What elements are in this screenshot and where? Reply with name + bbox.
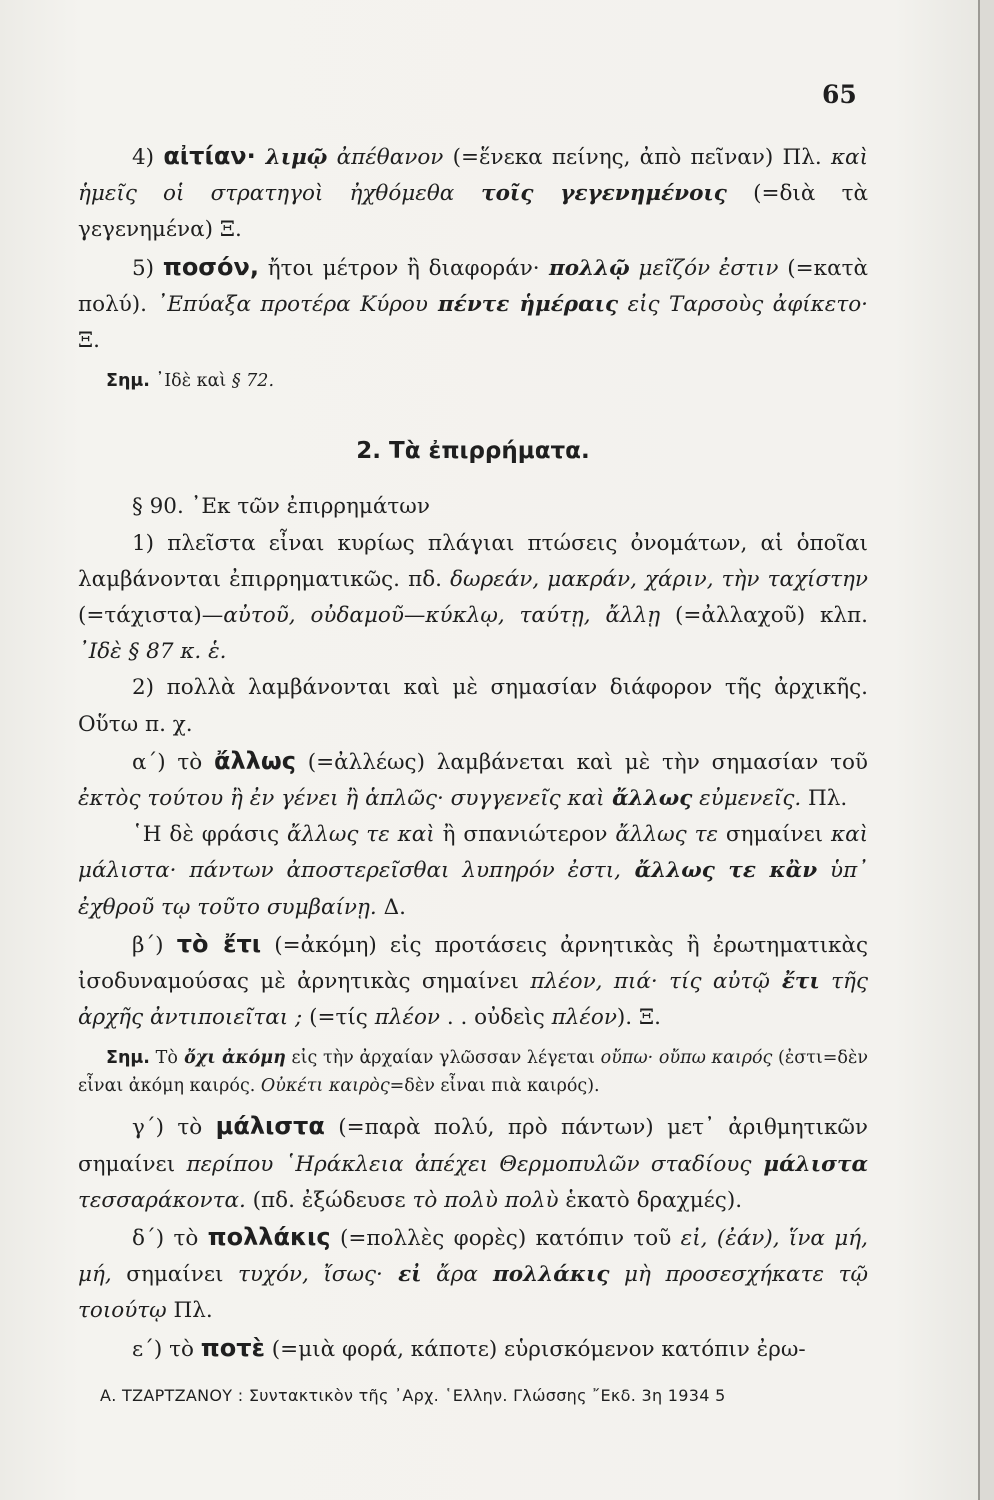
ref: ᾿Ιδὲ § 87 κ. ἑ.: [78, 639, 227, 665]
paragraph-gamma: [78, 1108, 868, 1219]
example-bold: τοῖς γεγενημένοις: [454, 181, 727, 207]
paragraph-5-quantity: [78, 249, 868, 360]
example: ᾿Επύαξα προτέρα Κύρου: [156, 291, 428, 317]
page-edge-shadow: [980, 0, 994, 1500]
note-text: (ἐστι=δὲν εἶναι ἀκόμη καιρός.: [78, 1048, 868, 1097]
page-footer: Α. ΤΖΑΡΤΖΑΝΟΥ : Συντακτικὸν τῆς ᾿Αρχ. ῾Ελλην. Γλώσσης ῎Εκδ. 3η 1934 5: [100, 1386, 726, 1405]
section-heading: 2. Τὰ ἐπιρρήματα.: [356, 438, 590, 465]
note-example: Οὐκέτι καιρὸς: [255, 1076, 390, 1097]
gloss: ἑκατὸ δραχμές).: [558, 1187, 743, 1213]
item-number: α΄) τὸ: [132, 749, 214, 775]
note-text: =δὲν εἶναι πιὰ καιρός).: [389, 1076, 600, 1097]
example: πλέον,: [519, 969, 603, 995]
example-bold: ἔτι: [769, 969, 820, 995]
note-1: [78, 367, 868, 395]
note-label: Σημ.: [106, 1048, 150, 1069]
example: ἄρα: [421, 1262, 478, 1288]
item-number: 5): [132, 255, 163, 281]
example-bold: λιμῷ: [255, 145, 328, 170]
term: μάλιστα: [215, 1112, 325, 1141]
example: πιά·: [602, 969, 658, 995]
example: τῆς ἀρχῆς ἀντιποιεῖται ;: [78, 969, 868, 1031]
body: 2) πολλὰ λαμβάνονται καὶ μὲ σημασίαν διάφορον τῆς ἀρχικῆς. Οὕτω π. χ.: [78, 675, 868, 737]
term: τὸ ἔτι: [176, 929, 262, 958]
example: πλέον: [367, 1005, 441, 1031]
body: ῾Η δὲ φράσις: [132, 822, 280, 848]
example-bold: πολλῷ: [539, 255, 630, 281]
example-bold: πολλάκις: [477, 1262, 610, 1288]
example-bold: ἄλλως τε κἂν: [621, 858, 818, 884]
gloss: (=ἕνεκα πείνης, ἀπὸ πεῖναν) Πλ.: [443, 145, 822, 170]
note-bold: ὄχι ἀκόμη: [177, 1048, 286, 1069]
body: (=ἀκόμη) εἰς προτάσεις ἀρνητικὰς ἢ ἐρωτηματικὰς ἰσοδυναμούσας μὲ ἀρνητικὰς σημαίνει: [78, 932, 869, 995]
example: τίς αὐτῷ: [657, 969, 770, 995]
body: ἢ σπανιώτερον: [434, 822, 608, 848]
example: κύκλῳ, ταύτῃ, ἄλλῃ: [425, 603, 661, 629]
body: σημαίνει: [111, 1262, 224, 1288]
gloss: ἤτοι μέτρον ἢ διαφοράν·: [258, 255, 540, 281]
example: πλέον: [544, 1005, 617, 1031]
body: 1) πλεῖστα εἶναι κυρίως πλάγιαι πτώσεις ὀνομάτων, αἱ ὁποῖαι λαμβάνονται ἐπιρρηματικῶς. πδ.: [78, 530, 868, 592]
example: περίπου ῾Ηράκλεια ἀπέχει Θερμοπυλῶν σταδίους: [175, 1151, 752, 1177]
example: τεσσαράκοντα.: [78, 1187, 246, 1213]
example: ὑπ᾿ ἐχθροῦ τῳ τοῦτο συμβαίνῃ.: [78, 858, 869, 920]
body: (=ἀλλέως) λαμβάνεται καὶ μὲ τὴν σημασίαν τοῦ: [295, 749, 868, 775]
item-number: 4): [132, 145, 164, 170]
term: ἄλλως: [214, 746, 296, 775]
item-number: δ΄) τὸ: [132, 1226, 208, 1252]
note-ref: § 72.: [226, 371, 275, 392]
paragraph-beta: [78, 926, 868, 1037]
dash: —: [403, 603, 426, 629]
paragraph-alpha: [78, 743, 868, 817]
note-2: [78, 1044, 868, 1100]
paragraph-90: [78, 489, 868, 525]
note-example: οὔπω· οὔπω καιρός: [594, 1048, 773, 1069]
note-text: Τὸ: [149, 1048, 178, 1069]
gloss: (=κατὰ πολύ).: [78, 255, 868, 317]
term: ποτὲ: [200, 1333, 265, 1362]
paragraph-90-1: [78, 526, 868, 671]
paragraph-alpha-2: [78, 817, 868, 926]
example-bold: πέντε ἡμέραις: [427, 291, 619, 317]
example: εἰς Ταρσοὺς ἀφίκετο·: [618, 291, 868, 317]
section-intro: § 90. ᾿Εκ τῶν ἐπιρρημάτων: [132, 494, 430, 520]
item-number: ε΄) τὸ: [132, 1336, 201, 1362]
example: ἄλλως τε: [607, 822, 719, 848]
example: μεῖζόν ἐστιν: [629, 255, 779, 281]
example: τὸ πολὺ πολὺ: [405, 1187, 559, 1213]
item-number: β΄): [132, 932, 177, 958]
paragraph-epsilon: [78, 1330, 868, 1368]
body: (=πολλὲς φορὲς) κατόπιν τοῦ: [330, 1226, 672, 1252]
gloss: (πδ. ἐξώδευσε: [245, 1187, 406, 1213]
example: τυχόν, ἴσως·: [223, 1262, 383, 1288]
body: σημαίνει: [718, 822, 824, 848]
example: δωρεάν, μακράν, χάριν, τὴν ταχίστην: [442, 566, 868, 592]
note-label: Σημ.: [106, 371, 150, 392]
source: Πλ.: [166, 1298, 213, 1324]
body: (=μιὰ φορά, κάποτε) εὑρισκόμενον κατόπιν ἐρω-: [264, 1336, 806, 1362]
paragraph-90-2: [78, 670, 868, 742]
example: καὶ ἡμεῖς οἱ στρατηγοὶ ἠχθόμεθα: [78, 145, 869, 207]
paragraph-4-cause: [78, 138, 868, 249]
source: ). Ξ.: [616, 1005, 661, 1031]
term: αἰτίαν·: [163, 142, 256, 170]
example: εἰ, (ἐάν), ἵνα μή, μή,: [78, 1226, 868, 1288]
example: αὐτοῦ, οὐδαμοῦ: [223, 603, 404, 629]
example: ἐκτὸς τούτου ἢ ἐν γένει ἢ ἁπλῶς· συγγενεῖς καὶ: [78, 786, 605, 812]
source: Δ.: [376, 894, 406, 920]
example: ἀπέθανον: [327, 145, 444, 170]
example-bold: ἄλλως: [604, 786, 693, 812]
example: εὐμενεῖς.: [692, 786, 802, 812]
gloss: (=τάχιστα)—: [78, 603, 224, 629]
example: μὴ προσεσχήκατε τῷ τοιούτῳ: [78, 1262, 868, 1324]
note-text: εἰς τὴν ἀρχαίαν γλῶσσαν λέγεται: [285, 1048, 595, 1069]
paragraph-delta: [78, 1219, 868, 1330]
page-number: 65: [822, 80, 857, 109]
example: καὶ μάλιστα· πάντων ἀποστερεῖσθαι λυπηρόν ἐστι,: [78, 822, 869, 884]
item-number: γ΄) τὸ: [132, 1115, 216, 1141]
gloss: . . οὐδεὶς: [440, 1005, 545, 1031]
body-text: [78, 138, 868, 1368]
body: (=παρὰ πολύ, πρὸ πάντων) μετ᾿ ἀριθμητικῶν σημαίνει: [78, 1115, 868, 1177]
source: Ξ.: [78, 328, 100, 354]
example-bold: μάλιστα: [751, 1151, 868, 1177]
example-bold: εἰ: [382, 1262, 422, 1288]
gloss: (=τίς: [302, 1005, 368, 1031]
note-text: ᾿Ιδὲ καὶ: [149, 371, 227, 392]
example: ἄλλως τε καὶ: [279, 822, 435, 848]
gloss: (=διὰ τὰ γεγενημένα) Ξ.: [78, 181, 868, 243]
page-edge-line: [978, 0, 980, 1500]
source: Πλ.: [801, 786, 848, 812]
term: πολλάκις: [207, 1223, 331, 1252]
gloss: (=ἀλλαχοῦ) κλπ.: [660, 603, 868, 629]
term: ποσόν,: [162, 252, 259, 281]
